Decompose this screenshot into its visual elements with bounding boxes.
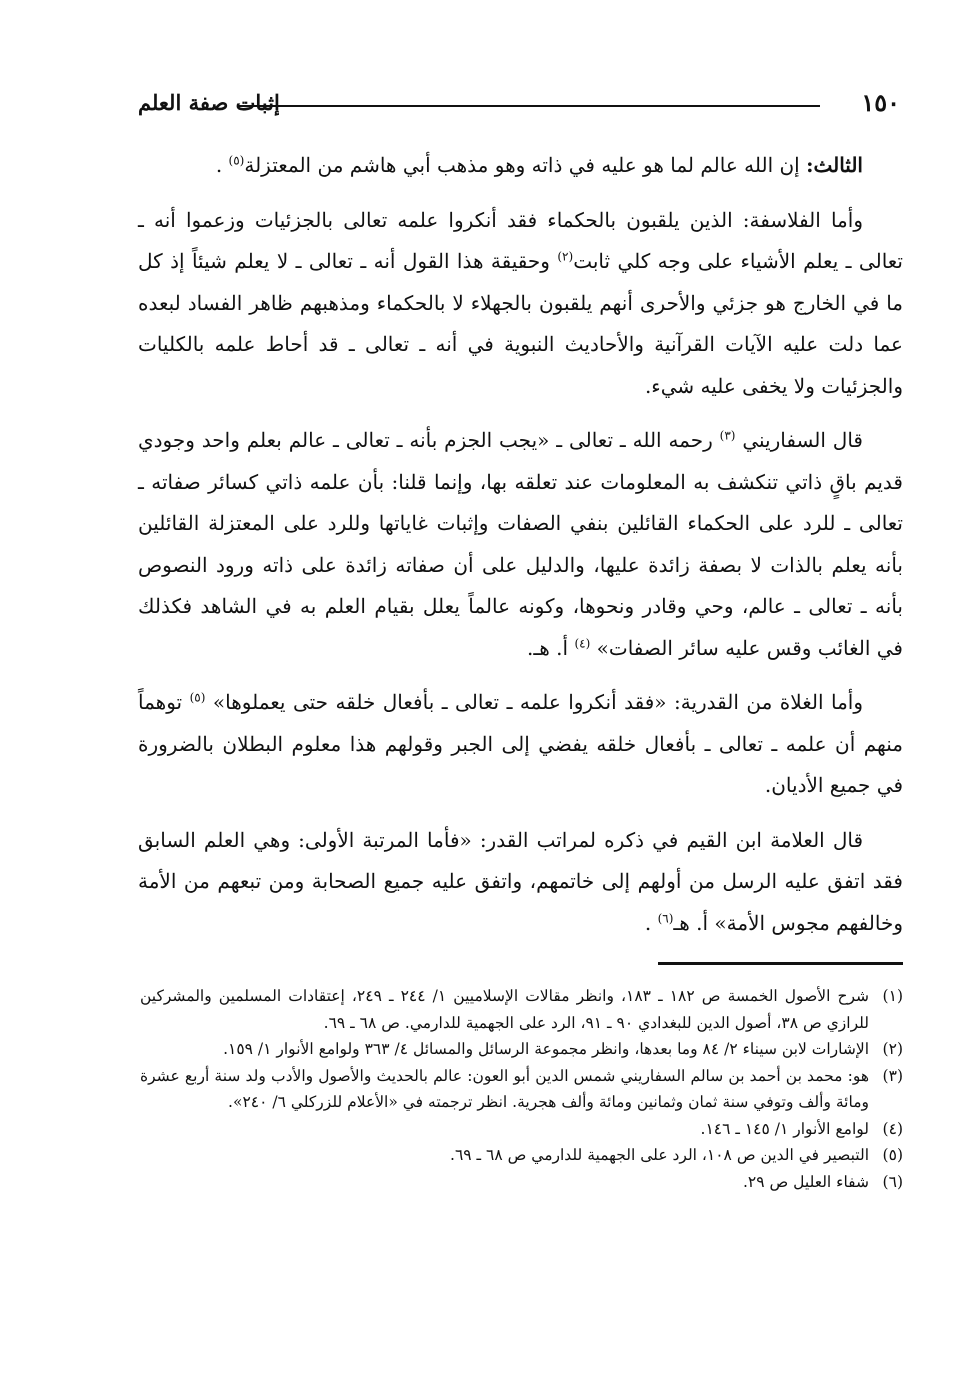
header-rule xyxy=(238,105,820,107)
paragraph-lead: الثالث: xyxy=(806,153,863,177)
footnotes xyxy=(140,983,903,1195)
footnote-number: (٣) xyxy=(882,1066,903,1085)
footnote-number: (٢) xyxy=(882,1040,903,1058)
page-header xyxy=(138,88,900,122)
footnote-text: شفاء العليل ص ٢٩. xyxy=(742,1172,869,1191)
paragraph-text: وأما الفلاسفة: الذين يلقبون بالحكماء فقد أنكروا علمه تعالى بالجزئيات وزعموا أنه ـ تعالى ـ يعلم الأشياء على وجه كلي ثابت xyxy=(138,207,904,273)
footnote xyxy=(140,1142,903,1169)
footnote-text: الإشارات لابن سيناء ٢/ ٨٤ وما بعدها، وانظر مجموعة الرسائل والمسائل ٤/ ٣٦٣ ولوامع الأنوار ١/ ١٥٩. xyxy=(223,1040,869,1058)
footnote-ref: (٥) xyxy=(189,690,206,705)
footnote xyxy=(140,1063,903,1116)
footnote-separator xyxy=(658,962,903,965)
paragraph-3 xyxy=(138,420,903,669)
footnote-text: لوامع الأنوار ١/ ١٤٥ ـ ١٤٦. xyxy=(700,1119,869,1138)
footnote xyxy=(140,1036,903,1063)
paragraph-1 xyxy=(138,145,903,187)
footnote-text: شرح الأصول الخمسة ص ١٨٢ ـ ١٨٣، وانظر مقالات الإسلاميين ١/ ٢٤٤ ـ ٢٤٩، إعتقادات المسلمين والمشركين للرازي ص ٣٨، أصول الدين للبغدادي ٩٠ ـ ٩١، الرد على الجهمية للدارمي. ص ٦٨ ـ ٦٩. xyxy=(140,987,869,1032)
paragraph-end: أ. هـ. xyxy=(527,635,569,660)
page-number: ١٥٠ xyxy=(861,88,900,117)
footnote-number: (١) xyxy=(882,987,903,1005)
paragraph-text: قال السفاريني xyxy=(742,428,863,452)
running-title: إثبات صفة العلم xyxy=(138,90,280,115)
paragraph-text-continued: توهماً منهم أن علمه ـ تعالى ـ بأفعال خلقه يفضي إلى الجبر وقولهم هذا معلوم البطلان بالضرورة في جميع الأديان. xyxy=(138,690,903,797)
footnote xyxy=(140,983,903,1036)
footnote-number: (٥) xyxy=(882,1146,903,1164)
footnote-ref: (٢) xyxy=(557,249,574,264)
paragraph-2 xyxy=(138,200,903,408)
footnote-ref: (٦) xyxy=(657,910,674,925)
paragraph-end: . xyxy=(644,910,652,935)
paragraph-text: وأما الغلاة من القدرية: «فقد أنكروا علمه ـ تعالى ـ بأفعال خلقه حتى يعملوها» xyxy=(212,690,863,714)
footnote-number: (٤) xyxy=(882,1119,903,1138)
paragraph-end: . xyxy=(215,153,223,177)
paragraph-text-continued: وحقيقة هذا القول أنه ـ تعالى ـ لا يعلم شيئاً إذ كل ما في الخارج هو جزئي والأحرى أنهم يلقبون بالجهلاء لا بالحكماء ومذهبهم ظاهر الفساد لبعده عما دلت عليه الآيات القرآنية والأحاديث النبوية في أنه ـ تعالى ـ قد أحاط علمه بالكليات والجزئيات ولا يخفى عليه شيء. xyxy=(138,249,903,398)
footnote xyxy=(140,1116,903,1143)
paragraph-5 xyxy=(138,820,903,945)
main-text xyxy=(138,145,903,957)
footnote xyxy=(140,1169,903,1196)
paragraph-text: قال العلامة ابن القيم في ذكره لمراتب القدر: «فأما المرتبة الأولى: وهي العلم السابق فقد اتفق عليه الرسل من أولهم إلى خاتمهم، واتفق عليه جميع الصحابة ومن تبعهم من الأمة وخالفهم مجوس الأمة» أ. هـ xyxy=(138,827,903,935)
footnote-text: التبصير في الدين ص ١٠٨، الرد على الجهمية للدارمي ص ٦٨ ـ ٦٩. xyxy=(450,1146,869,1164)
paragraph-text: إن الله عالم لما هو عليه في ذاته وهو مذهب أبي هاشم من المعتزلة xyxy=(244,153,800,177)
footnote-text: هو: محمد بن أحمد بن سالم السفاريني شمس الدين أبو العون: عالم بالحديث والأصول والأدب ولد سنة أربع عشرة ومائة وألف وتوفي سنة ثمان وثمانين ومائة وألف هجرية. انظر ترجمته في «الأعلام للزركلي ٦/ ٢٤٠». xyxy=(140,1066,869,1111)
footnote-number: (٦) xyxy=(882,1172,903,1191)
footnote-ref: (٥) xyxy=(228,153,245,168)
footnote-ref: (٣) xyxy=(719,428,736,443)
footnote-ref: (٤) xyxy=(574,635,591,650)
paragraph-4 xyxy=(138,682,903,807)
paragraph-text-continued: رحمه الله ـ تعالى ـ «يجب الجزم بأنه ـ تعالى ـ عالم بعلم واحد وجودي قديم باقٍ ذاتي تنكشف به المعلومات عند تعلقه بها، وإنما قلنا: بأن علمه ذاتي كسائر صفاته ـ تعالى ـ للرد على الحكماء القائلين بنفي الصفات وإثبات غاياتها وللرد على المعتزلة القائلين بأنه يعلم بالذات لا بصفة زائدة عليها، والدليل على أن صفاته زائدة على ذاته ورود النصوص بأنه ـ تعالى ـ عالم، وحي وقادر ونحوها، وكونه عالماً يعلل بقيام العلم به في الشاهد فكذلك في الغائب وقس عليه سائر الصفات» xyxy=(138,428,903,660)
